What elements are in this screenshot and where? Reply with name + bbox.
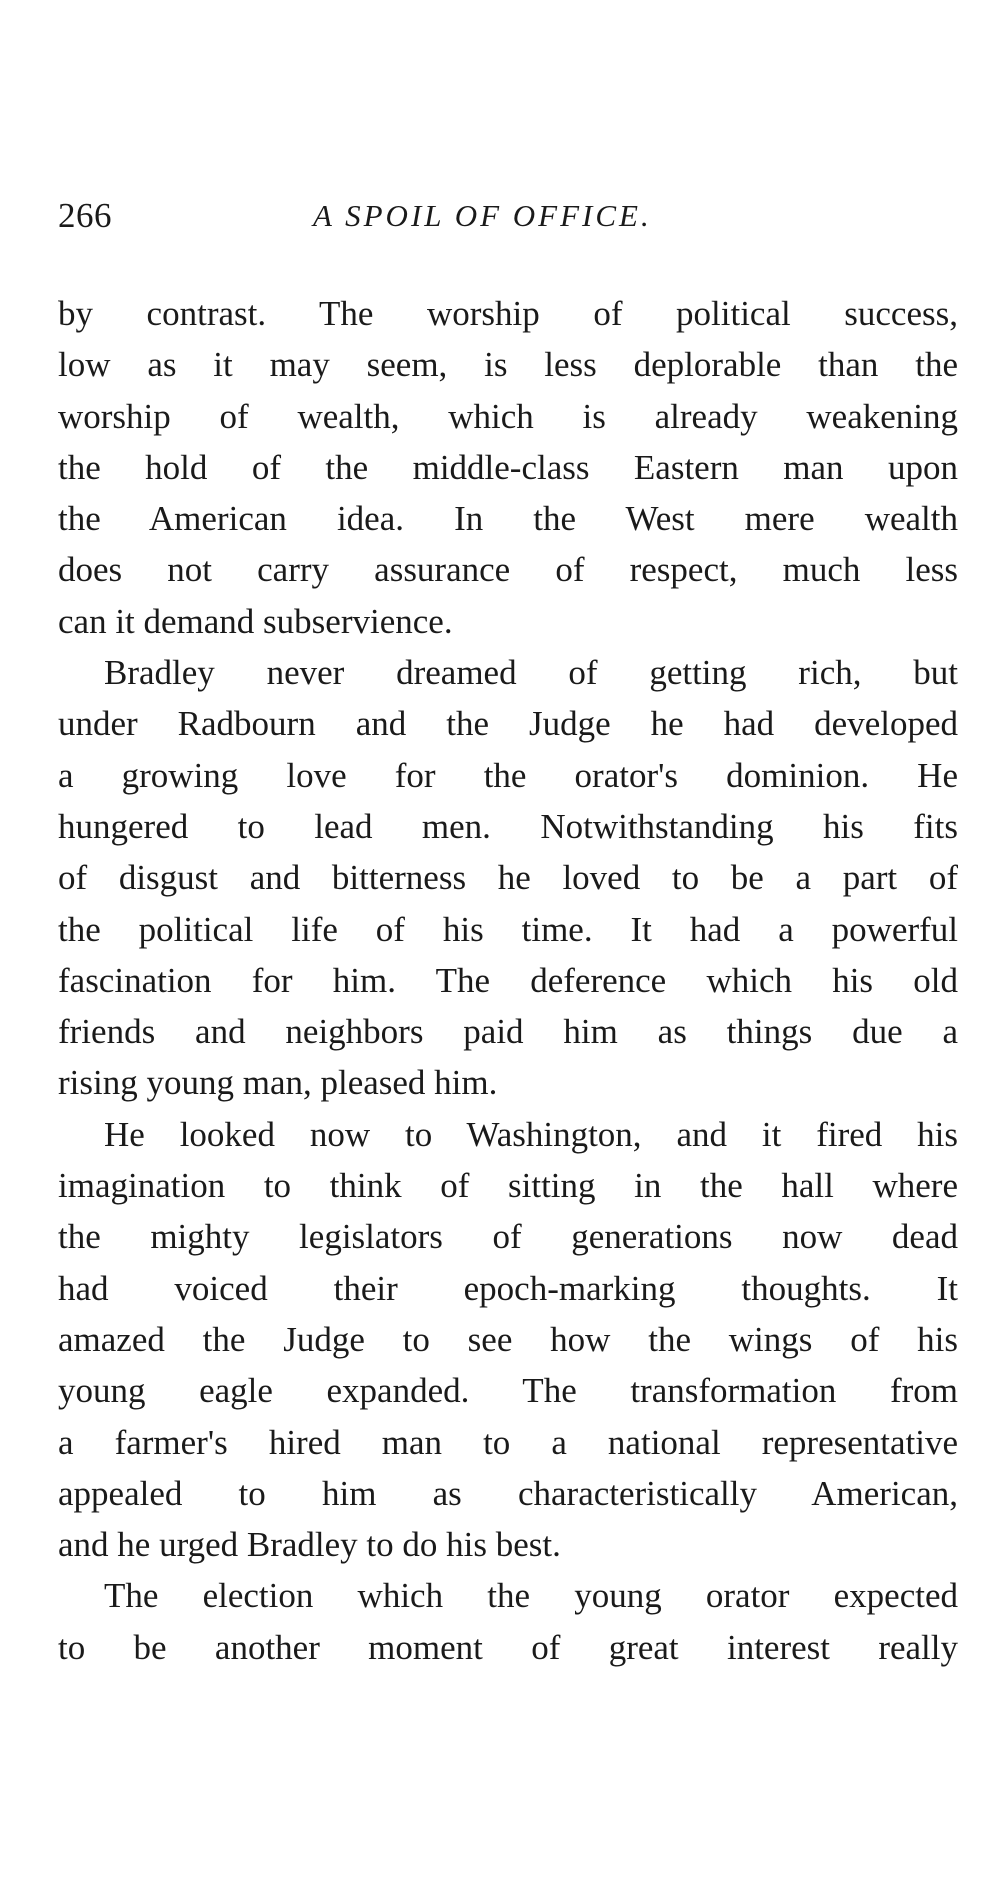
text-line: the political life of his time. It had a powerful [58, 909, 958, 949]
text-line: imagination to think of sitting in the hall where [58, 1166, 958, 1206]
text-line: He looked now to Washington, and it fired his [104, 1114, 958, 1154]
text-line: appealed to him as characteristically American, [58, 1473, 958, 1513]
text-line: young eagle expanded. The transformation from [58, 1371, 958, 1411]
text-line: low as it may seem, is less deplorable than the [58, 345, 958, 385]
text-line: had voiced their epoch-marking thoughts. It [58, 1268, 958, 1308]
body-text [58, 288, 958, 1673]
running-title: A SPOIL OF OFFICE. [313, 198, 652, 233]
text-line: Bradley never dreamed of getting rich, but [104, 653, 958, 693]
text-line: a farmer's hired man to a national representative [58, 1422, 958, 1462]
paragraph [58, 1109, 958, 1571]
text-line: by contrast. The worship of political success, [58, 294, 958, 333]
text-line: the American idea. In the West mere wealth [58, 499, 958, 539]
text-line: and he urged Bradley to do his best. [58, 1525, 561, 1565]
text-line: worship of wealth, which is already weakening [58, 396, 958, 436]
text-line: the mighty legislators of generations now dead [58, 1217, 958, 1257]
paragraph [58, 288, 958, 647]
text-line: does not carry assurance of respect, much less [58, 550, 958, 590]
text-line: hungered to lead men. Notwithstanding his fits [58, 806, 958, 846]
text-line: the hold of the middle-class Eastern man upon [58, 447, 958, 487]
text-line: amazed the Judge to see how the wings of his [58, 1319, 958, 1359]
text-line: The election which the young orator expected [104, 1576, 958, 1616]
paragraph [58, 1570, 958, 1673]
text-line: can it demand subservience. [58, 601, 453, 641]
paragraph [58, 647, 958, 1109]
text-line: fascination for him. The deference which his old [58, 960, 958, 1000]
text-line: friends and neighbors paid him as things due a [58, 1012, 958, 1052]
text-line: rising young man, pleased him. [58, 1063, 498, 1103]
text-line: a growing love for the orator's dominion. He [58, 755, 958, 795]
text-line: under Radbourn and the Judge he had developed [58, 704, 958, 744]
text-line: to be another moment of great interest really [58, 1627, 958, 1667]
text-line: of disgust and bitterness he loved to be a part of [58, 858, 958, 898]
page-header [58, 196, 958, 236]
page-number: 266 [58, 196, 112, 235]
